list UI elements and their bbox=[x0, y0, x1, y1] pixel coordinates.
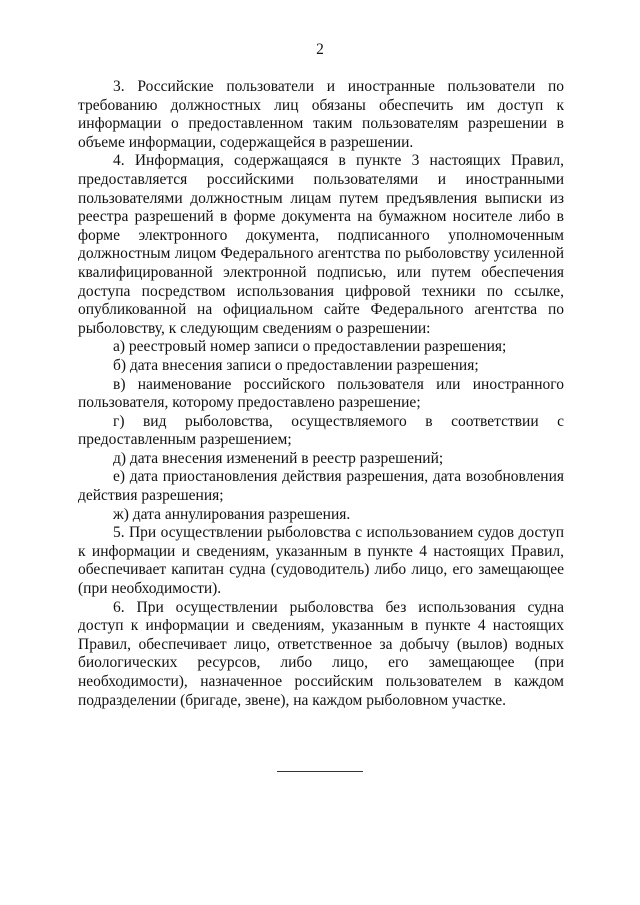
end-divider bbox=[277, 771, 363, 772]
list-item-a: а) реестровый номер записи о предоставлении разрешения; bbox=[113, 338, 507, 356]
paragraph-4: 4. Информация, содержащаяся в пункте 3 настоящих Правил, предоставляется российскими пользователями и иностранными пользователями должностным лицам путем предъявления выписки из реестра разрешений в форме документа на бумажном носителе либо в форме электронного документа, подписанного уполномоченным должностным лицом Федерального агентства по рыболовству усиленной квалифицированной электронной подписью, или путем обеспечения доступа посредством использования цифровой техники по ссылке, опубликованной на официальном сайте Федерального агентства по рыболовству, к следующим сведениям о разрешении: bbox=[78, 152, 564, 337]
list-item-d: д) дата внесения изменений в реестр разрешений; bbox=[113, 449, 444, 467]
list-item-g: г) вид рыболовства, осуществляемого в соответствии с предоставленным разрешением; bbox=[78, 412, 564, 449]
paragraph-6: 6. При осуществлении рыболовства без использования судна доступ к информации и сведениям, указанным в пункте 4 настоящих Правил, обеспечивает лицо, ответственное за добычу (вылов) водных биологических ресурсов, либо лицо, его замещающее (при необходимости), назначенное российским пользователем в каждом подразделении (бригаде, звене), на каждом рыболовном участке. bbox=[78, 598, 564, 709]
paragraph-3: 3. Российские пользователи и иностранные пользователи по требованию должностных лиц обязаны обеспечить им доступ к информации о предоставленном таким пользователям разрешении в объеме информации, содержащейся в разрешении. bbox=[78, 78, 564, 151]
list-item-b: б) дата внесения записи о предоставлении разрешения; bbox=[113, 356, 479, 374]
page-number: 2 bbox=[316, 41, 324, 58]
list-item-e: е) дата приостановления действия разрешения, дата возобновления действия разрешения; bbox=[78, 468, 564, 505]
list-item-zh: ж) дата аннулирования разрешения. bbox=[113, 505, 351, 523]
list-item-v: в) наименование российского пользователя или иностранного пользователя, которому предоставлено разрешение; bbox=[78, 375, 564, 412]
document-body bbox=[78, 78, 564, 710]
paragraph-5: 5. При осуществлении рыболовства с использованием судов доступ к информации и сведениям, указанным в пункте 4 настоящих Правил, обеспечивает капитан судна (судоводитель) либо лицо, его замещающее (при необходимости). bbox=[78, 524, 564, 598]
